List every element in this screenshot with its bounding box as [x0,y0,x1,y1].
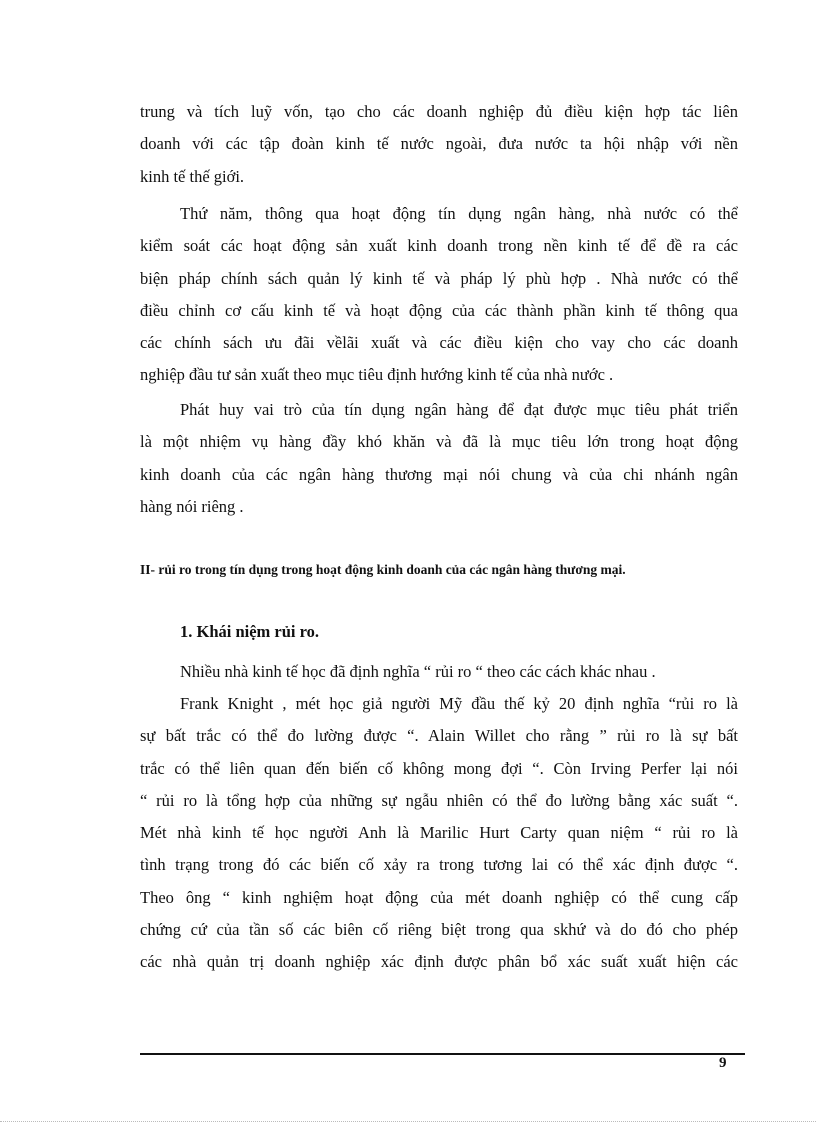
text-line: các chính sách ưu đãi vềlãi xuất và các điều kiện cho vay cho các doanh [140,333,738,353]
text-line: trắc có thể liên quan đến biến cố không mong đợi “. Còn Irving Perfer lại nói [140,758,738,778]
footer-rule [140,1053,745,1055]
page-number: 9 [719,1055,727,1071]
text-line: kinh doanh của các ngân hàng thương mại nói chung và của chi nhánh ngân [140,464,738,484]
text-line: Thứ năm, thông qua hoạt động tín dụng ngân hàng, nhà nước có thể [180,204,738,223]
subsection-heading: 1. Khái niệm rủi ro. [180,622,320,641]
paragraph-risk-definitions-intro [140,656,738,688]
section-heading: II- rủi ro trong tín dụng trong hoạt động kinh doanh của các ngân hàng thương mại. [140,562,626,577]
text-line: trung và tích luỹ vốn, tạo cho các doanh nghiệp đủ điều kiện hợp tác liên [140,102,738,121]
text-line: nghiệp đầu tư sản xuất theo mục tiêu định hướng kinh tế của nhà nước . [140,365,614,385]
text-line: chứng cứ của tần số các biên cố riêng biệt trong qua skhứ và do đó cho phép [140,920,738,940]
text-line: Phát huy vai trò của tín dụng ngân hàng để đạt được mục tiêu phát triển [180,400,738,419]
text-line: sự bất trắc có thể đo lường được “. Alain Willet cho rằng ” rủi ro là sự bất [140,726,738,746]
paragraph-fifth-role [140,198,738,392]
text-line: các nhà quản trị doanh nghiệp xác định được phân bổ xác suất xuất hiện các [140,952,738,972]
text-line: kinh tế thế giới. [140,166,245,186]
text-line: điều chỉnh cơ cấu kinh tế và hoạt động của các thành phần kinh tế thông qua [140,300,738,320]
text-line: Nhiều nhà kinh tế học đã định nghĩa “ rủi ro “ theo các cách khác nhau . [180,662,656,681]
text-line: Mét nhà kinh tế học người Anh là Marilic Hurt Carty quan niệm “ rủi ro là [140,823,738,843]
text-line: kiểm soát các hoạt động sản xuất kinh doanh trong nền kinh tế để đề ra các [140,236,738,256]
page-edge-divider [0,1121,816,1122]
text-line: là một nhiệm vụ hàng đầy khó khăn và đã là mục tiêu lớn trong hoạt động [140,432,738,452]
text-line: biện pháp chính sách quản lý kinh tế và pháp lý phù hợp . Nhà nước có thể [140,268,738,288]
text-line: Theo ông “ kinh nghiệm hoạt động của mét doanh nghiệp có thể cung cấp [140,887,738,907]
paragraph-risk-definitions [140,688,738,979]
text-line: hàng nói riêng . [140,496,244,516]
text-line: doanh với các tập đoàn kinh tế nước ngoài, đưa nước ta hội nhập với nền [140,134,738,154]
text-line: “ rủi ro là tổng hợp của những sự ngẫu nhiên có thể đo lường bằng xác suất “. [140,790,738,810]
text-line: tình trạng trong đó các biến cố xảy ra trong tương lai có thể xác định được “. [140,855,738,875]
paragraph-promote-credit [140,394,738,523]
text-line: Frank Knight , mét học giả người Mỹ đầu thế kỷ 20 định nghĩa “rủi ro là [180,694,738,713]
paragraph-capital-accumulation [140,96,738,193]
